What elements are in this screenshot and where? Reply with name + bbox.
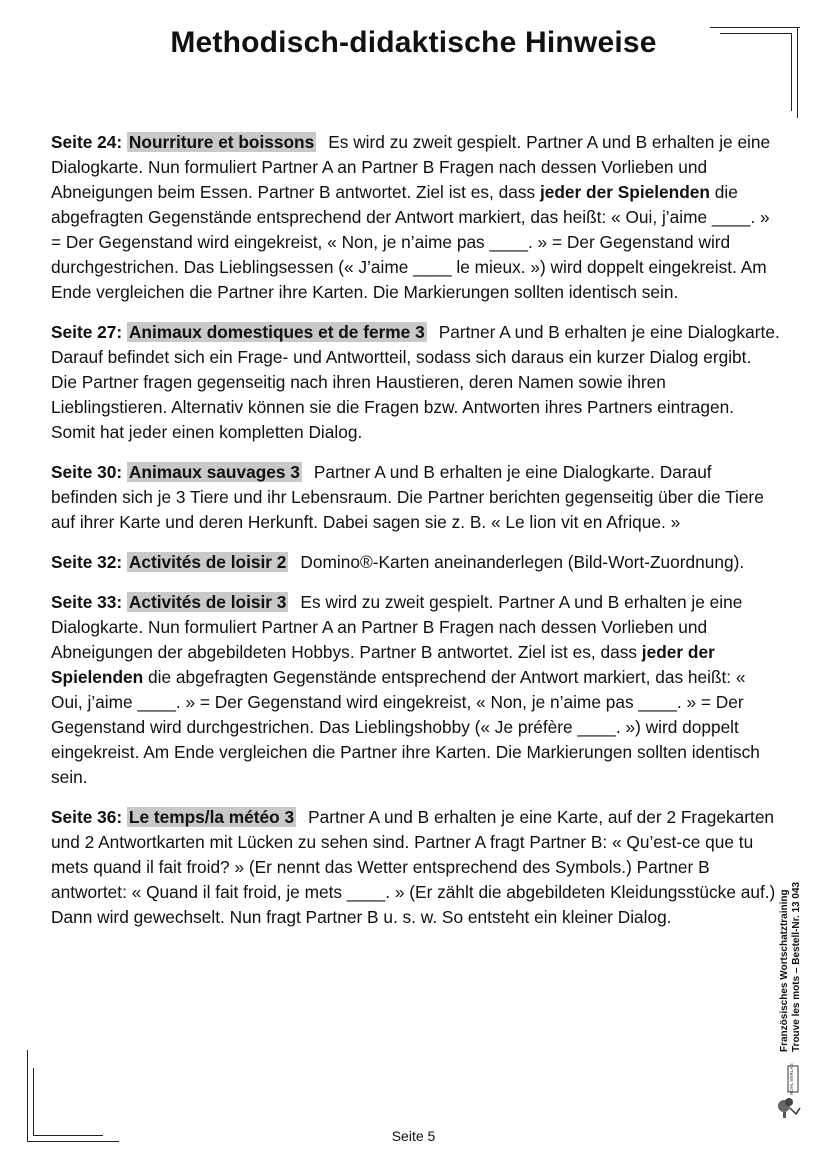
section-seite-24 (51, 130, 781, 305)
section-text: Partner A und B erhalten je eine Dialogkarte. Darauf befinden sich je 3 Tiere und ihr Lebensraum. Die Partner berichten gegenseitig über die Tiere auf ihrer Karte und deren Herkunft. Dabei sagen sie z. B. « Le lion vit en Afrique. » (51, 462, 764, 532)
section-text: Domino®-Karten aneinanderlegen (Bild-Wort-Zuordnung). (300, 552, 745, 572)
emphasis-text: jeder der Spielenden (539, 182, 710, 202)
topic-highlight: Activités de loisir 3 (128, 592, 287, 612)
topic-highlight: Nourriture et boissons (128, 132, 315, 152)
section-text: Partner A und B erhalten je eine Dialogkarte. Darauf befindet sich ein Frage- und Antwortteil, sodass sich daraus ein kurzer Dialog ergibt. Die Partner fragen gegenseitig nach ihren Haustieren, deren Namen sowie ihren Lieblingstieren. Alternativ können sie die Fragen bzw. Antworten ihres Partners eintragen. Somit hat jeder einen kompletten Dialog. (51, 322, 780, 442)
content-body (51, 130, 781, 945)
sidebar-publication-info (779, 881, 827, 1052)
series-title: Französisches Wortschatztraining (779, 889, 790, 1052)
topic-highlight: Activités de loisir 2 (128, 552, 287, 572)
section-seite-32 (51, 550, 781, 575)
section-seite-33 (51, 590, 781, 790)
page-reference: Seite 33: (51, 592, 123, 612)
logo-text: KOHL VERLAG (789, 1063, 794, 1095)
page-reference: Seite 24: (51, 132, 123, 152)
page-reference: Seite 36: (51, 807, 123, 827)
topic-highlight: Animaux domestiques et de ferme 3 (128, 322, 425, 342)
topic-highlight: Le temps/la météo 3 (128, 807, 295, 827)
section-text: Es wird zu zweit gespielt. Partner A und B erhalten je eine Dialogkarte. Nun formuliert Partner A an Partner B Fragen nach dessen Vorlieben und Abneigungen beim Essen. Partner B antwortet. Ziel ist es, dass (51, 132, 771, 202)
section-seite-27 (51, 320, 781, 445)
section-text: Partner A und B erhalten je eine Karte, auf der 2 Fragekarten und 2 Antwortkarten mit Lücken zu sehen sind. Partner A fragt Partner B: « Qu’est-ce que tu mets quand il fait froid? » (Er nennt das Wetter entsprechend des Symbols.) Partner B antwortet: « Quand il fait froid, je mets ____. » (Er zählt die abgebildeten Kleidungsstücke auf.) Dann wird gewechselt. Nun fragt Partner B u. s. w. So entsteht ein kleiner Dialog. (51, 807, 776, 927)
order-number: Trouve les mots – Bestell-Nr. 13 043 (791, 881, 802, 1052)
kohl-verlag-logo-icon (776, 1062, 806, 1122)
page-number: Seite 5 (391, 1128, 436, 1144)
topic-highlight: Animaux sauvages 3 (128, 462, 300, 482)
page-reference: Seite 30: (51, 462, 123, 482)
page-reference: Seite 27: (51, 322, 123, 342)
section-seite-30 (51, 460, 781, 535)
page-title: Methodisch-didaktische Hinweise (170, 26, 657, 59)
emphasis-text: jeder der Spielenden (51, 642, 715, 687)
section-seite-36 (51, 805, 781, 930)
section-text: die abgefragten Gegenstände entsprechend der Antwort markiert, das heißt: « Oui, j’aime ____. » = Der Gegenstand wird eingekreist, « Non, je n’aime pas ____. » = Der Gegenstand wird durchgestrichen. Das Lieblingsessen (« J’aime ____ le mieux. ») wird doppelt eingekreist. Am Ende vergleichen die Partner ihre Karten. Die Markierungen sollten identisch sein. (51, 182, 770, 302)
publisher-logo (776, 1062, 806, 1122)
page-reference: Seite 32: (51, 552, 123, 572)
corner-line (33, 1068, 34, 1135)
section-text: Es wird zu zweit gespielt. Partner A und B erhalten je eine Dialogkarte. Nun formuliert Partner A an Partner B Fragen nach dessen Vorlieben und Abneigungen der abgebildeten Hobbys. Partner B antwortet. Ziel ist es, dass (51, 592, 743, 662)
section-text: die abgefragten Gegenstände entsprechend der Antwort markiert, das heißt: « Oui, j’aime ____. » = Der Gegenstand wird eingekreist, « Non, je n’aime pas ____. » = Der Gegenstand wird durchgestrichen. Das Lieblingshobby (« Je préfère ____. ») wird doppelt eingekreist. Am Ende vergleichen die Partner ihre Karten. Die Markierungen sollten identisch sein. (51, 667, 760, 787)
